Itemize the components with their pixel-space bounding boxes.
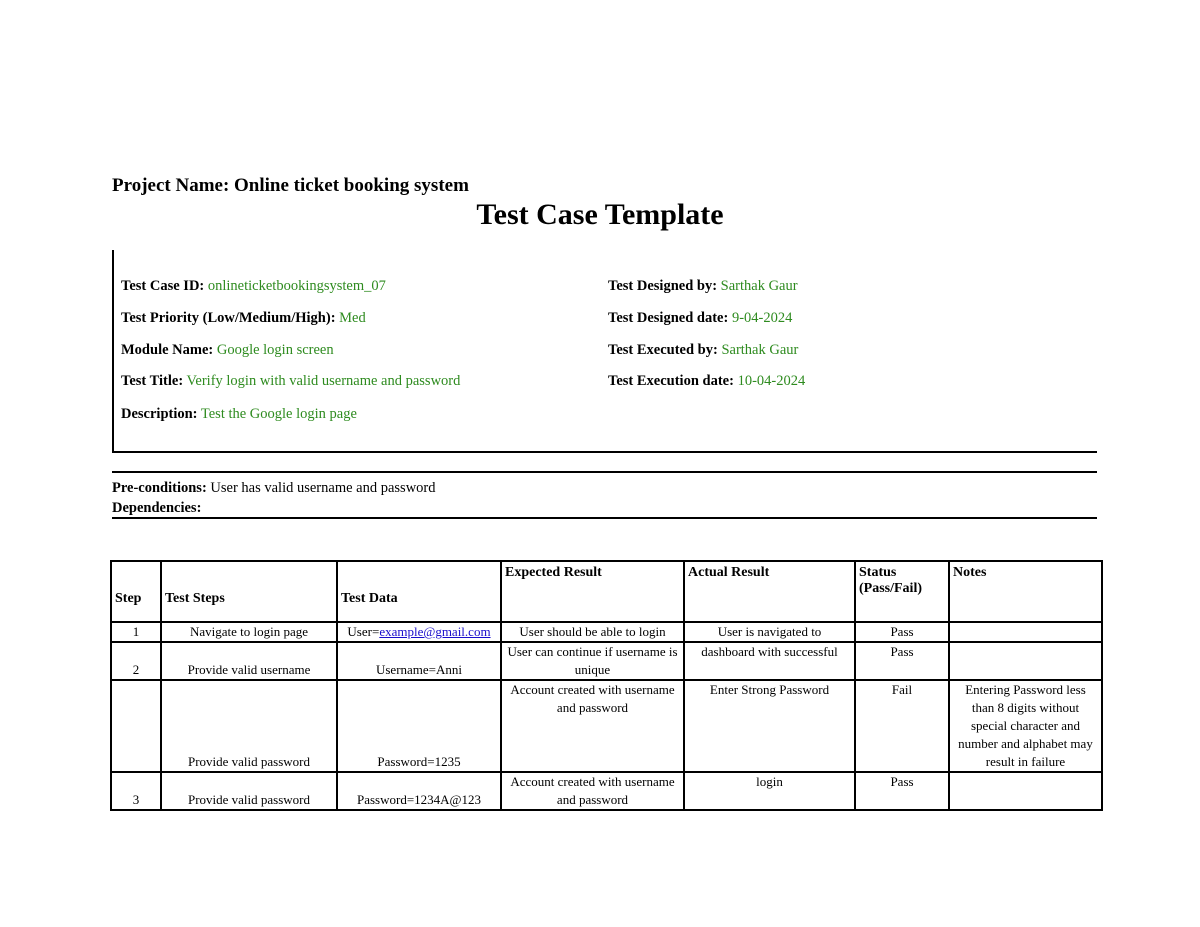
test-execution-date-field	[608, 373, 805, 390]
test-priority-field	[121, 310, 366, 327]
project-label: Project Name:	[112, 175, 230, 196]
field-label: Test Case ID:	[121, 278, 205, 294]
field-value: 10-04-2024	[737, 373, 806, 389]
cell-actual: Enter Strong Password	[684, 680, 855, 772]
test-steps-table	[110, 560, 1103, 811]
email-link[interactable]: example@gmail.com	[379, 624, 491, 639]
field-label: Test Title:	[121, 373, 184, 389]
cell-test-data: Username=Anni	[337, 642, 501, 680]
field-value: Verify login with valid username and password	[186, 373, 461, 389]
dependencies-label: Dependencies:	[112, 500, 202, 516]
field-value: Test the Google login page	[200, 406, 357, 422]
cell-expected: User should be able to login	[501, 622, 684, 642]
description-field	[121, 406, 357, 423]
module-name-field	[121, 342, 334, 359]
table-row	[111, 622, 1102, 642]
cell-step: 2	[111, 642, 161, 680]
cell-notes	[949, 642, 1102, 680]
preconditions-value: User has valid username and password	[210, 480, 436, 496]
data-prefix: User=	[347, 624, 380, 639]
cell-actual: login	[684, 772, 855, 810]
table-header-row	[111, 561, 1102, 622]
cell-test-step: Provide valid username	[161, 642, 337, 680]
field-label: Module Name:	[121, 342, 214, 358]
cell-test-data	[337, 622, 501, 642]
cell-expected: User can continue if username is unique	[501, 642, 684, 680]
test-designed-date-field	[608, 310, 792, 327]
field-label: Test Executed by:	[608, 342, 718, 358]
field-value: Sarthak Gaur	[720, 278, 798, 294]
cell-test-data: Password=1235	[337, 680, 501, 772]
header-test-data: Test Data	[337, 561, 501, 622]
test-case-id-field	[121, 278, 386, 295]
field-label: Description:	[121, 406, 198, 422]
info-block-border	[112, 250, 114, 452]
test-executed-by-field	[608, 342, 798, 359]
table-row	[111, 642, 1102, 680]
cell-step	[111, 680, 161, 772]
cell-actual: dashboard with successful	[684, 642, 855, 680]
header-step: Step	[111, 561, 161, 622]
header-expected-result: Expected Result	[501, 561, 684, 622]
field-label: Test Execution date:	[608, 373, 734, 389]
cell-step: 3	[111, 772, 161, 810]
header-test-steps: Test Steps	[161, 561, 337, 622]
cell-status: Pass	[855, 642, 949, 680]
preconditions-top-rule	[112, 471, 1097, 473]
preconditions	[112, 480, 436, 497]
preconditions-label: Pre-conditions:	[112, 480, 207, 496]
cell-test-step: Provide valid password	[161, 772, 337, 810]
cell-test-data: Password=1234A@123	[337, 772, 501, 810]
cell-test-step: Navigate to login page	[161, 622, 337, 642]
info-block-divider	[112, 451, 1097, 453]
cell-notes	[949, 772, 1102, 810]
table-row	[111, 680, 1102, 772]
page-title: Test Case Template	[476, 198, 724, 231]
test-designed-by-field	[608, 278, 798, 295]
field-label: Test Priority (Low/Medium/High):	[121, 310, 336, 326]
project-name	[112, 175, 469, 197]
field-label: Test Designed date:	[608, 310, 729, 326]
field-value: Google login screen	[216, 342, 334, 358]
cell-test-step: Provide valid password	[161, 680, 337, 772]
field-label: Test Designed by:	[608, 278, 718, 294]
cell-expected: Account created with username and password	[501, 772, 684, 810]
header-status: Status (Pass/Fail)	[855, 561, 949, 622]
cell-status: Pass	[855, 772, 949, 810]
table-row	[111, 772, 1102, 810]
preconditions-bottom-rule	[112, 517, 1097, 519]
field-value: onlineticketbookingsystem_07	[207, 278, 386, 294]
dependencies	[112, 500, 201, 517]
header-notes: Notes	[949, 561, 1102, 622]
field-value: Sarthak Gaur	[721, 342, 799, 358]
cell-step: 1	[111, 622, 161, 642]
cell-status: Fail	[855, 680, 949, 772]
cell-status: Pass	[855, 622, 949, 642]
header-actual-result: Actual Result	[684, 561, 855, 622]
cell-notes	[949, 622, 1102, 642]
project-value: Online ticket booking system	[234, 175, 469, 196]
cell-expected: Account created with username and password	[501, 680, 684, 772]
field-value: 9-04-2024	[731, 310, 793, 326]
field-value: Med	[339, 310, 366, 326]
cell-notes: Entering Password less than 8 digits without special character and number and alphabet may result in failure	[949, 680, 1102, 772]
cell-actual: User is navigated to	[684, 622, 855, 642]
test-title-field	[121, 373, 460, 390]
